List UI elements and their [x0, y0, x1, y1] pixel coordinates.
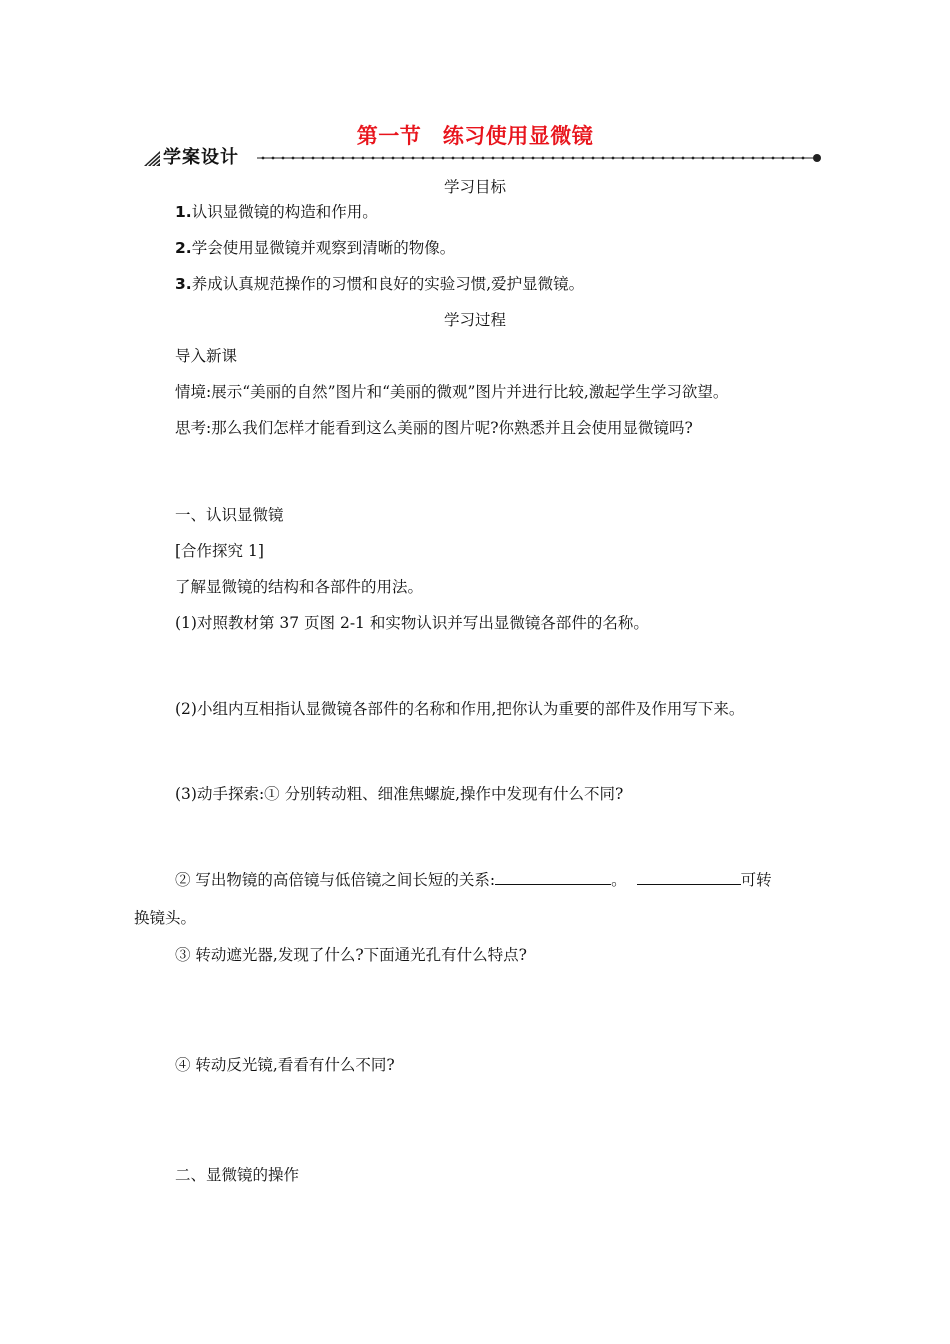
section1-lead: 了解显微镜的结构和各部件的用法。 [175, 578, 424, 596]
section2-heading: 二、显微镜的操作 [175, 1166, 300, 1184]
section1-heading: 一、认识显微镜 [175, 506, 284, 524]
goal-text: 认识显微镜的构造和作用。 [191, 203, 378, 221]
process-heading: 学习过程 [443, 311, 506, 329]
triangle-mark-icon [143, 149, 161, 167]
question-3-2 [175, 868, 772, 891]
thinking-text: 思考:那么我们怎样才能看到这么美丽的图片呢?你熟悉并且会使用显微镜吗? [175, 419, 693, 437]
page-title: 第一节 练习使用显微镜 [356, 124, 594, 148]
question-3-3: ③ 转动遮光器,发现了什么?下面通光孔有什么特点? [175, 946, 527, 964]
question-3: (3)动手探索:① 分别转动粗、细准焦螺旋,操作中发现有什么不同? [175, 785, 624, 803]
question-3-2-tail: 可转 [740, 871, 772, 889]
question-3-2-period: 。 [611, 871, 627, 889]
cooperative-tag: [合作探究 1] [175, 542, 264, 560]
goal-item-3 [175, 273, 584, 295]
banner-label: 学案设计 [163, 147, 239, 168]
goal-text: 养成认真规范操作的习惯和良好的实验习惯,爱护显微镜。 [191, 275, 585, 293]
situation-text: 情境:展示“美丽的自然”图片和“美丽的微观”图片并进行比较,激起学生学习欲望。 [175, 383, 729, 401]
question-3-4: ④ 转动反光镜,看看有什么不同? [175, 1056, 395, 1074]
goal-number: 1. [175, 203, 192, 221]
goal-number: 3. [175, 275, 192, 293]
goal-text: 学会使用显微镜并观察到清晰的物像。 [191, 239, 456, 257]
goal-item-1 [175, 201, 378, 223]
question-1: (1)对照教材第 37 页图 2-1 和实物认识并写出显微镜各部件的名称。 [175, 614, 649, 632]
answer-blank-1[interactable] [495, 868, 611, 885]
dotted-rule [257, 152, 823, 164]
section-banner [143, 146, 823, 170]
goals-heading: 学习目标 [443, 178, 506, 196]
question-2: (2)小组内互相指认显微镜各部件的名称和作用,把你认为重要的部件及作用写下来。 [175, 700, 745, 718]
question-3-2-text: ② 写出物镜的高倍镜与低倍镜之间长短的关系: [175, 871, 496, 889]
answer-blank-2[interactable] [637, 868, 741, 885]
intro-label: 导入新课 [175, 347, 238, 365]
goal-number: 2. [175, 239, 192, 257]
goal-item-2 [175, 237, 455, 259]
question-3-2-continued: 换镜头。 [134, 909, 197, 927]
